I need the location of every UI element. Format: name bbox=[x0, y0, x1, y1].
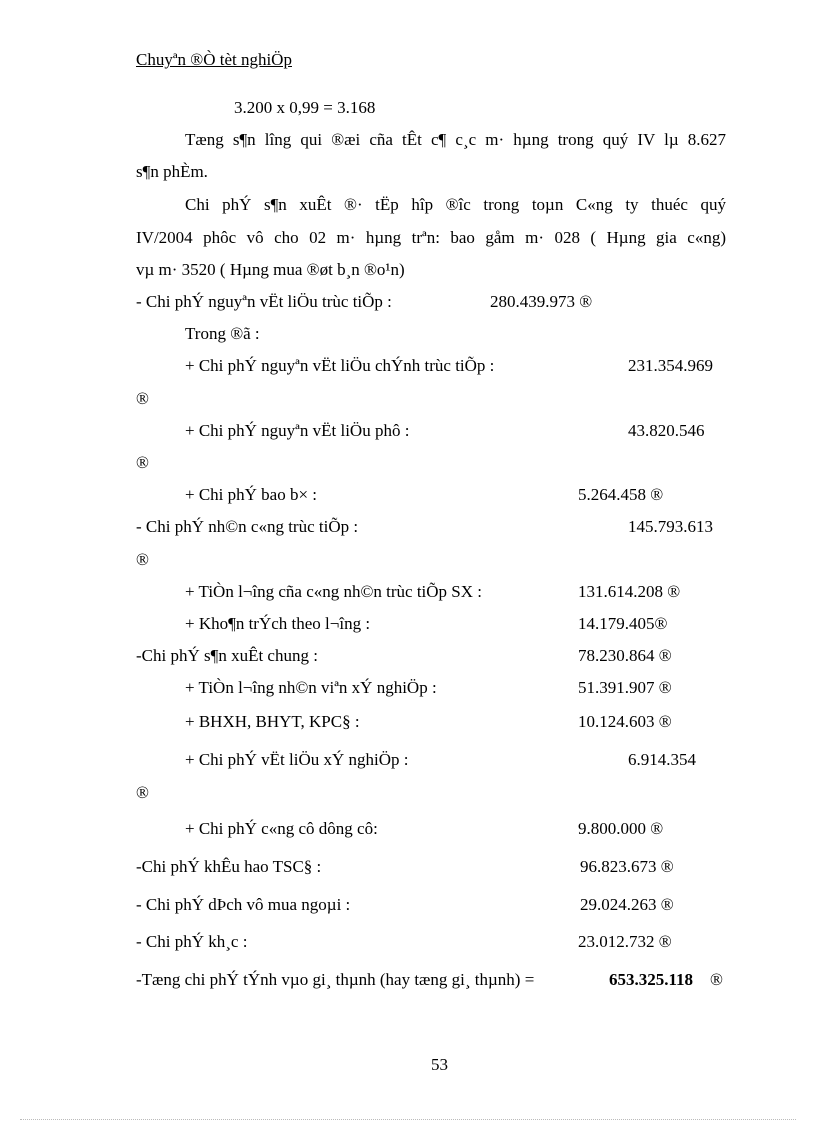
khac-value: 23.012.732 ® bbox=[578, 932, 672, 951]
tien-luong-value: 131.614.208 ® bbox=[578, 582, 681, 601]
khau-hao-label: -Chi phÝ khÊu hao TSC§ : bbox=[136, 857, 322, 876]
total-label: -Tæng chi phÝ tÝnh vµo gi¸ thµnh (hay tæng gi¸ thµnh) = bbox=[136, 970, 535, 989]
page-number: 53 bbox=[431, 1055, 448, 1074]
nvl-chinh-value: 231.354.969 bbox=[628, 356, 713, 375]
nvl-phu-label: + Chi phÝ nguyªn vËt liÖu phô : bbox=[185, 421, 410, 440]
bao-bi-value: 5.264.458 ® bbox=[578, 485, 664, 504]
nvl-tt-label: - Chi phÝ nguyªn vËt liÖu trùc tiÕp : bbox=[136, 292, 392, 311]
luong-nvxn-value: 51.391.907 ® bbox=[578, 678, 672, 697]
bhxh-value: 10.124.603 ® bbox=[578, 712, 672, 731]
page-bottom-divider bbox=[20, 1119, 796, 1120]
bhxh-label: + BHXH, BHYT, KPC§ : bbox=[185, 712, 360, 731]
luong-nvxn-label: + TiÒn l¬îng nh©n viªn xÝ nghiÖp : bbox=[185, 678, 437, 697]
sx-chung-label: -Chi phÝ s¶n xuÊt chung : bbox=[136, 646, 318, 665]
bao-bi-label: + Chi phÝ bao b× : bbox=[185, 485, 318, 504]
total-unit: ® bbox=[710, 970, 723, 989]
paragraph-1-line-2: s¶n phÈm. bbox=[136, 162, 208, 181]
nc-tt-label: - Chi phÝ nh©n c«ng trùc tiÕp : bbox=[136, 517, 359, 536]
paragraph-2-line-3: vµ m· 3520 ( Hµng mua ®øt b¸n ®o¹n) bbox=[136, 260, 405, 279]
vl-xn-value: 6.914.354 bbox=[628, 750, 696, 769]
khoan-trich-value: 14.179.405® bbox=[578, 614, 668, 633]
paragraph-2-line-1: Chi phÝ s¶n xuÊt ®· tËp hîp ®îc trong toµn C«ng ty thuéc quý bbox=[185, 195, 726, 214]
dv-mua-label: - Chi phÝ dÞch vô mua ngoµi : bbox=[136, 895, 351, 914]
nvl-tt-value: 280.439.973 ® bbox=[490, 292, 593, 311]
tien-luong-label: + TiÒn l¬îng cña c«ng nh©n trùc tiÕp SX : bbox=[185, 582, 483, 601]
khac-label: - Chi phÝ kh¸c : bbox=[136, 932, 248, 951]
khoan-trich-label: + Kho¶n trÝch theo l¬îng : bbox=[185, 614, 371, 633]
sx-chung-value: 78.230.864 ® bbox=[578, 646, 672, 665]
nc-tt-unit: ® bbox=[136, 550, 149, 569]
formula-line: 3.200 x 0,99 = 3.168 bbox=[234, 98, 376, 117]
nc-tt-value: 145.793.613 bbox=[628, 517, 713, 536]
nvl-phu-value: 43.820.546 bbox=[628, 421, 705, 440]
paragraph-1-line-1: Tæng s¶n lîng qui ®æi cña tÊt c¶ c¸c m· hµng trong quý IV lµ 8.627 bbox=[185, 130, 726, 149]
nvl-chinh-unit: ® bbox=[136, 389, 149, 408]
vl-xn-unit: ® bbox=[136, 783, 149, 802]
vl-xn-label: + Chi phÝ vËt liÖu xÝ nghiÖp : bbox=[185, 750, 409, 769]
ccdc-label: + Chi phÝ c«ng cô dông cô: bbox=[185, 819, 378, 838]
trong-do-label: Trong ®ã : bbox=[185, 324, 260, 343]
khau-hao-value: 96.823.673 ® bbox=[580, 857, 674, 876]
dv-mua-value: 29.024.263 ® bbox=[580, 895, 674, 914]
ccdc-value: 9.800.000 ® bbox=[578, 819, 664, 838]
document-header: Chuyªn ®Ò tèt nghiÖp bbox=[136, 50, 292, 69]
total-value: 653.325.118 bbox=[609, 970, 694, 989]
nvl-phu-unit: ® bbox=[136, 453, 149, 472]
paragraph-2-line-2: IV/2004 phôc vô cho 02 m· hµng trªn: bao gåm m· 028 ( Hµng gia c«ng) bbox=[136, 228, 726, 247]
nvl-chinh-label: + Chi phÝ nguyªn vËt liÖu chÝnh trùc tiÕp : bbox=[185, 356, 495, 375]
